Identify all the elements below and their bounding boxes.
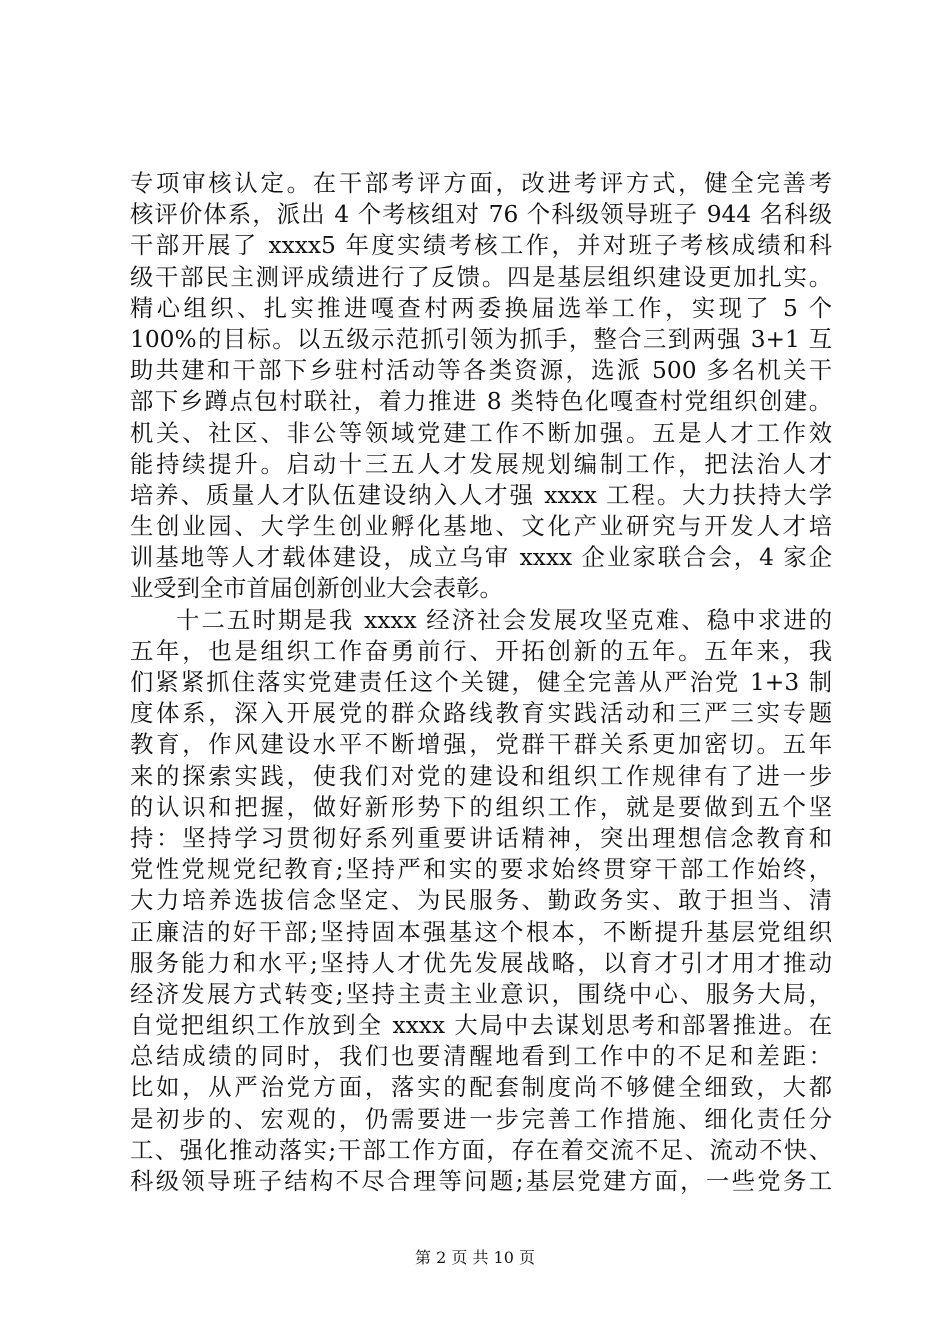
text-line: 度体系，深入开展党的群众路线教育实践活动和三严三实专题 <box>130 700 832 728</box>
page-number-footer: 第 2 页 共 10 页 <box>415 1248 535 1267</box>
text-line: 来的探索实践，使我们对党的建设和组织工作规律有了进一步 <box>130 762 832 790</box>
text-line: 自觉把组织工作放到全 xxxx 大局中去谋划思考和部署推进。在 <box>130 1012 832 1040</box>
text-line: 科级领导班子结构不尽合理等问题;基层党建方面，一些党务工 <box>130 1168 832 1195</box>
text-line: 培养、质量人才队伍建设纳入人才强 xxxx 工程。大力扶持大学 <box>130 481 832 509</box>
text-line: 正廉洁的好干部;坚持固本强基这个根本，不断提升基层党组织 <box>130 918 832 946</box>
paragraph-2 <box>130 605 832 1198</box>
text-line: 干部开展了 xxxx5 年度实绩考核工作，并对班子考核成绩和科 <box>130 232 832 260</box>
paragraph-1 <box>130 168 832 605</box>
text-line: 比如，从严治党方面，落实的配套制度尚不够健全细致，大都 <box>130 1074 832 1102</box>
text-line: 训基地等人才载体建设，成立乌审 xxxx 企业家联合会，4 家企 <box>130 544 832 572</box>
text-line: 教育，作风建设水平不断增强，党群干群关系更加密切。五年 <box>130 731 832 759</box>
text-line: 总结成绩的同时，我们也要清醒地看到工作中的不足和差距： <box>130 1043 832 1071</box>
text-line: 大力培养选拔信念坚定、为民服务、勤政务实、敢于担当、清 <box>130 887 832 915</box>
text-line: 五年，也是组织工作奋勇前行、开拓创新的五年。五年来，我 <box>130 637 832 665</box>
text-line: 核评价体系，派出 4 个考核组对 76 个科级领导班子 944 名科级 <box>130 201 832 229</box>
text-line: 级干部民主测评成绩进行了反馈。四是基层组织建设更加扎实。 <box>130 263 832 291</box>
text-line: 助共建和干部下乡驻村活动等各类资源，选派 500 多名机关干 <box>130 357 832 385</box>
text-line: 100%的目标。以五级示范抓引领为抓手，整合三到两强 3+1 互 <box>130 325 832 353</box>
text-line: 党性党规党纪教育;坚持严和实的要求始终贯穿干部工作始终， <box>130 856 832 884</box>
text-line: 机关、社区、非公等领域党建工作不断加强。五是人才工作效 <box>130 419 832 447</box>
text-line: 持：坚持学习贯彻好系列重要讲话精神，突出理想信念教育和 <box>130 824 832 852</box>
document-body <box>130 168 832 1197</box>
text-line: 的认识和把握，做好新形势下的组织工作，就是要做到五个坚 <box>130 793 832 821</box>
text-line: 工、强化推动落实;干部工作方面，存在着交流不足、流动不快、 <box>130 1136 832 1164</box>
text-line: 是初步的、宏观的，仍需要进一步完善工作措施、细化责任分 <box>130 1105 832 1133</box>
text-line: 精心组织、扎实推进嘎查村两委换届选举工作，实现了 5 个 <box>130 294 832 322</box>
text-line: 十二五时期是我 xxxx 经济社会发展攻坚克难、稳中求进的 <box>176 606 832 634</box>
text-line: 服务能力和水平;坚持人才优先发展战略，以育才引才用才推动 <box>130 949 832 977</box>
text-line: 专项审核认定。在干部考评方面，改进考评方式，健全完善考 <box>130 170 832 197</box>
text-line: 能持续提升。启动十三五人才发展规划编制工作，把法治人才 <box>130 450 832 478</box>
text-line: 部下乡蹲点包村联社，着力推进 8 类特色化嘎查村党组织创建。 <box>130 388 832 416</box>
text-line: 们紧紧抓住落实党建责任这个关键，健全完善从严治党 1+3 制 <box>130 669 832 696</box>
text-line: 生创业园、大学生创业孵化基地、文化产业研究与开发人才培 <box>130 513 832 541</box>
text-line: 经济发展方式转变;坚持主责主业意识，围绕中心、服务大局， <box>130 980 832 1008</box>
text-line: 业受到全市首届创新创业大会表彰。 <box>130 575 503 603</box>
